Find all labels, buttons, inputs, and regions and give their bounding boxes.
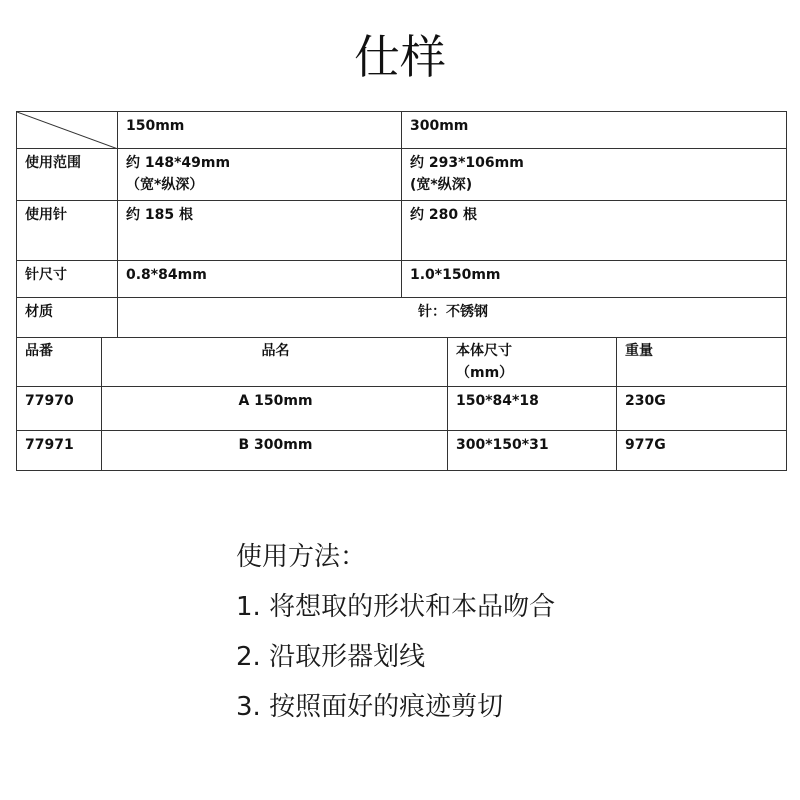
material-value: 针：不锈钢: [118, 298, 787, 338]
needle-size-300: 1.0*150mm: [402, 261, 787, 298]
product-code: 77970: [17, 386, 102, 430]
spec-row-needles: [17, 201, 787, 261]
header-weight: 重量: [617, 337, 787, 386]
table-row: [17, 386, 787, 430]
needles-150: 约 185 根: [118, 201, 402, 261]
diagonal-corner-cell: [17, 112, 118, 149]
product-header-row: [17, 337, 787, 386]
product-size: 150*84*18: [448, 386, 617, 430]
product-name: B 300mm: [102, 430, 448, 470]
header-size-line1: 本体尺寸: [456, 343, 512, 359]
spec-row-range: [17, 149, 787, 201]
product-size: 300*150*31: [448, 430, 617, 470]
product-weight: 977G: [617, 430, 787, 470]
usage-step: 1. 将想取的形状和本品吻合: [236, 592, 556, 622]
header-name: 品名: [102, 337, 448, 386]
diagonal-line: [17, 112, 118, 149]
header-size-line2: （mm）: [456, 365, 514, 381]
col-header-150mm: 150mm: [118, 112, 402, 149]
spec-row-needle-size: [17, 261, 787, 298]
range-300: [402, 149, 787, 201]
usage-step: 2. 沿取形器划线: [236, 642, 426, 672]
col-header-300mm: 300mm: [402, 112, 787, 149]
header-size: [448, 337, 617, 386]
row-label-needle-size: 针尺寸: [17, 261, 118, 298]
header-code: 品番: [17, 337, 102, 386]
needles-300: 约 280 根: [402, 201, 787, 261]
usage-heading: 使用方法：: [236, 542, 367, 572]
range-300-line1: 约 293*106mm: [410, 155, 524, 171]
table-row: [17, 430, 787, 470]
product-table: [16, 337, 787, 471]
row-label-needles: 使用针: [17, 201, 118, 261]
spec-header-row: [17, 112, 787, 149]
product-weight: 230G: [617, 386, 787, 430]
spec-table: [16, 111, 787, 338]
spec-row-material: [17, 298, 787, 338]
range-300-line2: (宽*纵深): [410, 177, 473, 193]
page-title: 仕样: [354, 30, 446, 84]
row-label-range: 使用范围: [17, 149, 118, 201]
needle-size-150: 0.8*84mm: [118, 261, 402, 298]
usage-section: [236, 532, 555, 732]
range-150-line2: （宽*纵深）: [126, 177, 204, 193]
range-150: [118, 149, 402, 201]
product-code: 77971: [17, 430, 102, 470]
usage-step: 3. 按照面好的痕迹剪切: [236, 692, 504, 722]
product-name: A 150mm: [102, 386, 448, 430]
row-label-material: 材质: [17, 298, 118, 338]
range-150-line1: 约 148*49mm: [126, 155, 231, 171]
